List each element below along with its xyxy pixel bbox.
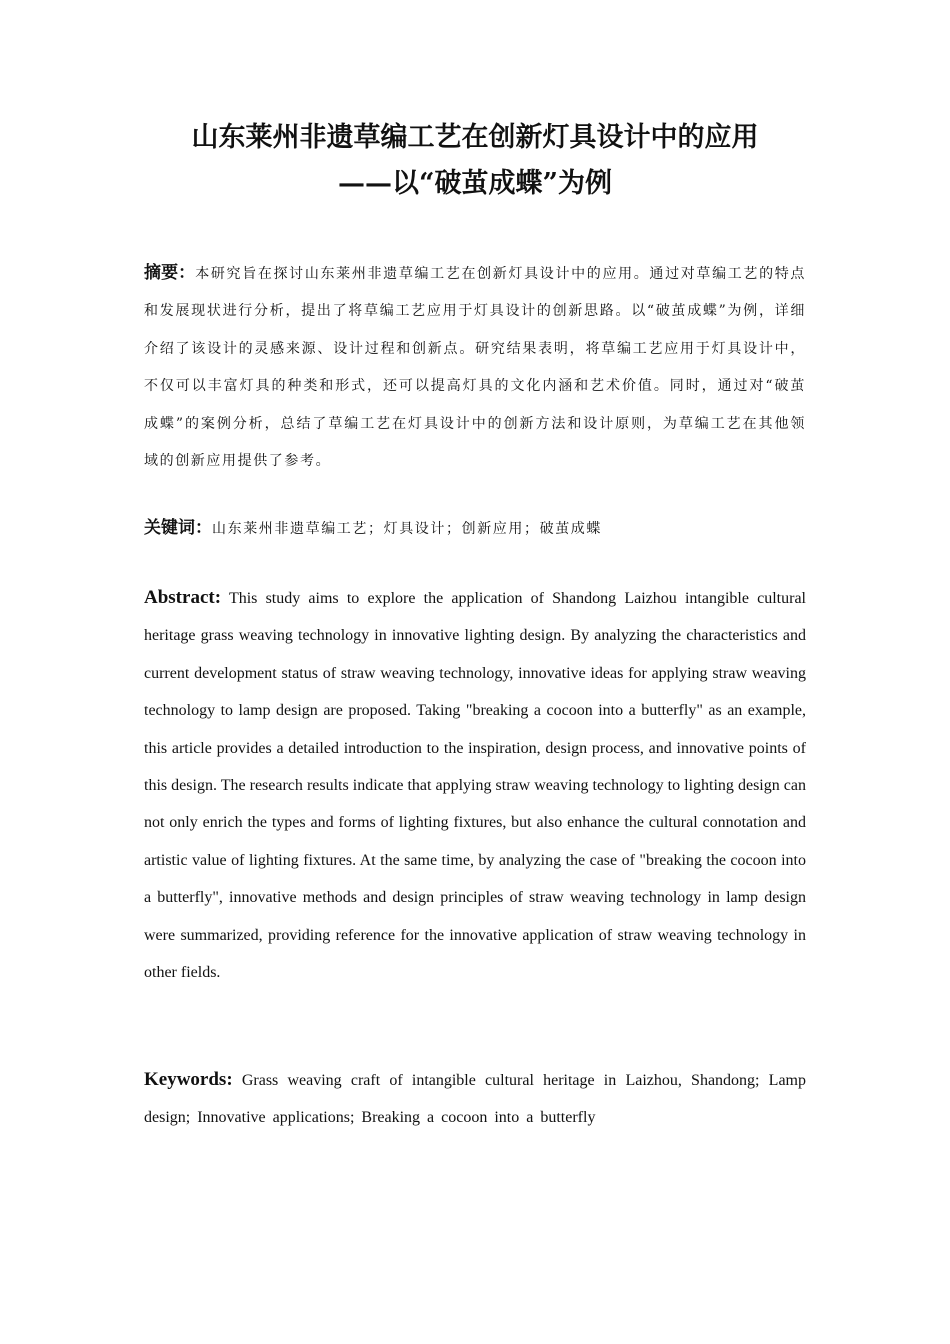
english-abstract: [144, 579, 806, 991]
title-subtitle: ——以“破茧成蝶”为例: [337, 168, 613, 199]
english-keywords-text: Grass weaving craft of intangible cultural heritage in Laizhou, Shandong; Lamp design; Innovative applications; Breaking a cocoon into a butterfly: [144, 1072, 806, 1127]
title-main: 山东莱州非遗草编工艺在创新灯具设计中的应用: [191, 122, 759, 153]
chinese-abstract-label: 摘要：: [144, 263, 196, 283]
chinese-keywords-text: 山东莱州非遗草编工艺；灯具设计；创新应用；破茧成蝶: [212, 521, 602, 537]
english-keywords: [144, 1061, 806, 1137]
english-abstract-label: Abstract:: [144, 587, 222, 608]
chinese-abstract: [144, 255, 806, 480]
chinese-abstract-text: 本研究旨在探讨山东莱州非遗草编工艺在创新灯具设计中的应用。通过对草编工艺的特点和发展现状进行分析，提出了将草编工艺应用于灯具设计的创新思路。以“破茧成蝶”为例，详细介绍了该设计的灵感来源、设计过程和创新点。研究结果表明，将草编工艺应用于灯具设计中，不仅可以丰富灯具的种类和形式，还可以提高灯具的文化内涵和艺术价值。同时，通过对“破茧成蝶”的案例分析，总结了草编工艺在灯具设计中的创新方法和设计原则，为草编工艺在其他领域的创新应用提供了参考。: [144, 266, 807, 470]
english-keywords-label: Keywords:: [144, 1069, 233, 1090]
paper-title: [0, 115, 950, 207]
english-abstract-text: This study aims to explore the application of Shandong Laizhou intangible cultural heritage grass weaving technology in innovative lighting design. By analyzing the characteristics and current development status of straw weaving technology, innovative ideas for applying straw weaving technology to lamp design are proposed. Taking "breaking a cocoon into a butterfly" as an example, this article provides a detailed introduction to the inspiration, design process, and innovative points of this design. The research results indicate that applying straw weaving technology to lighting design can not only enrich the types and forms of lighting fixtures, but also enhance the cultural connotation and artistic value of lighting fixtures. At the same time, by analyzing the case of "breaking the cocoon into a butterfly", innovative methods and design principles of straw weaving technology in lamp design were summarized, providing reference for the innovative application of straw weaving technology in other fields.: [144, 590, 806, 982]
chinese-keywords-label: 关键词：: [144, 518, 212, 538]
chinese-keywords: [144, 512, 806, 545]
